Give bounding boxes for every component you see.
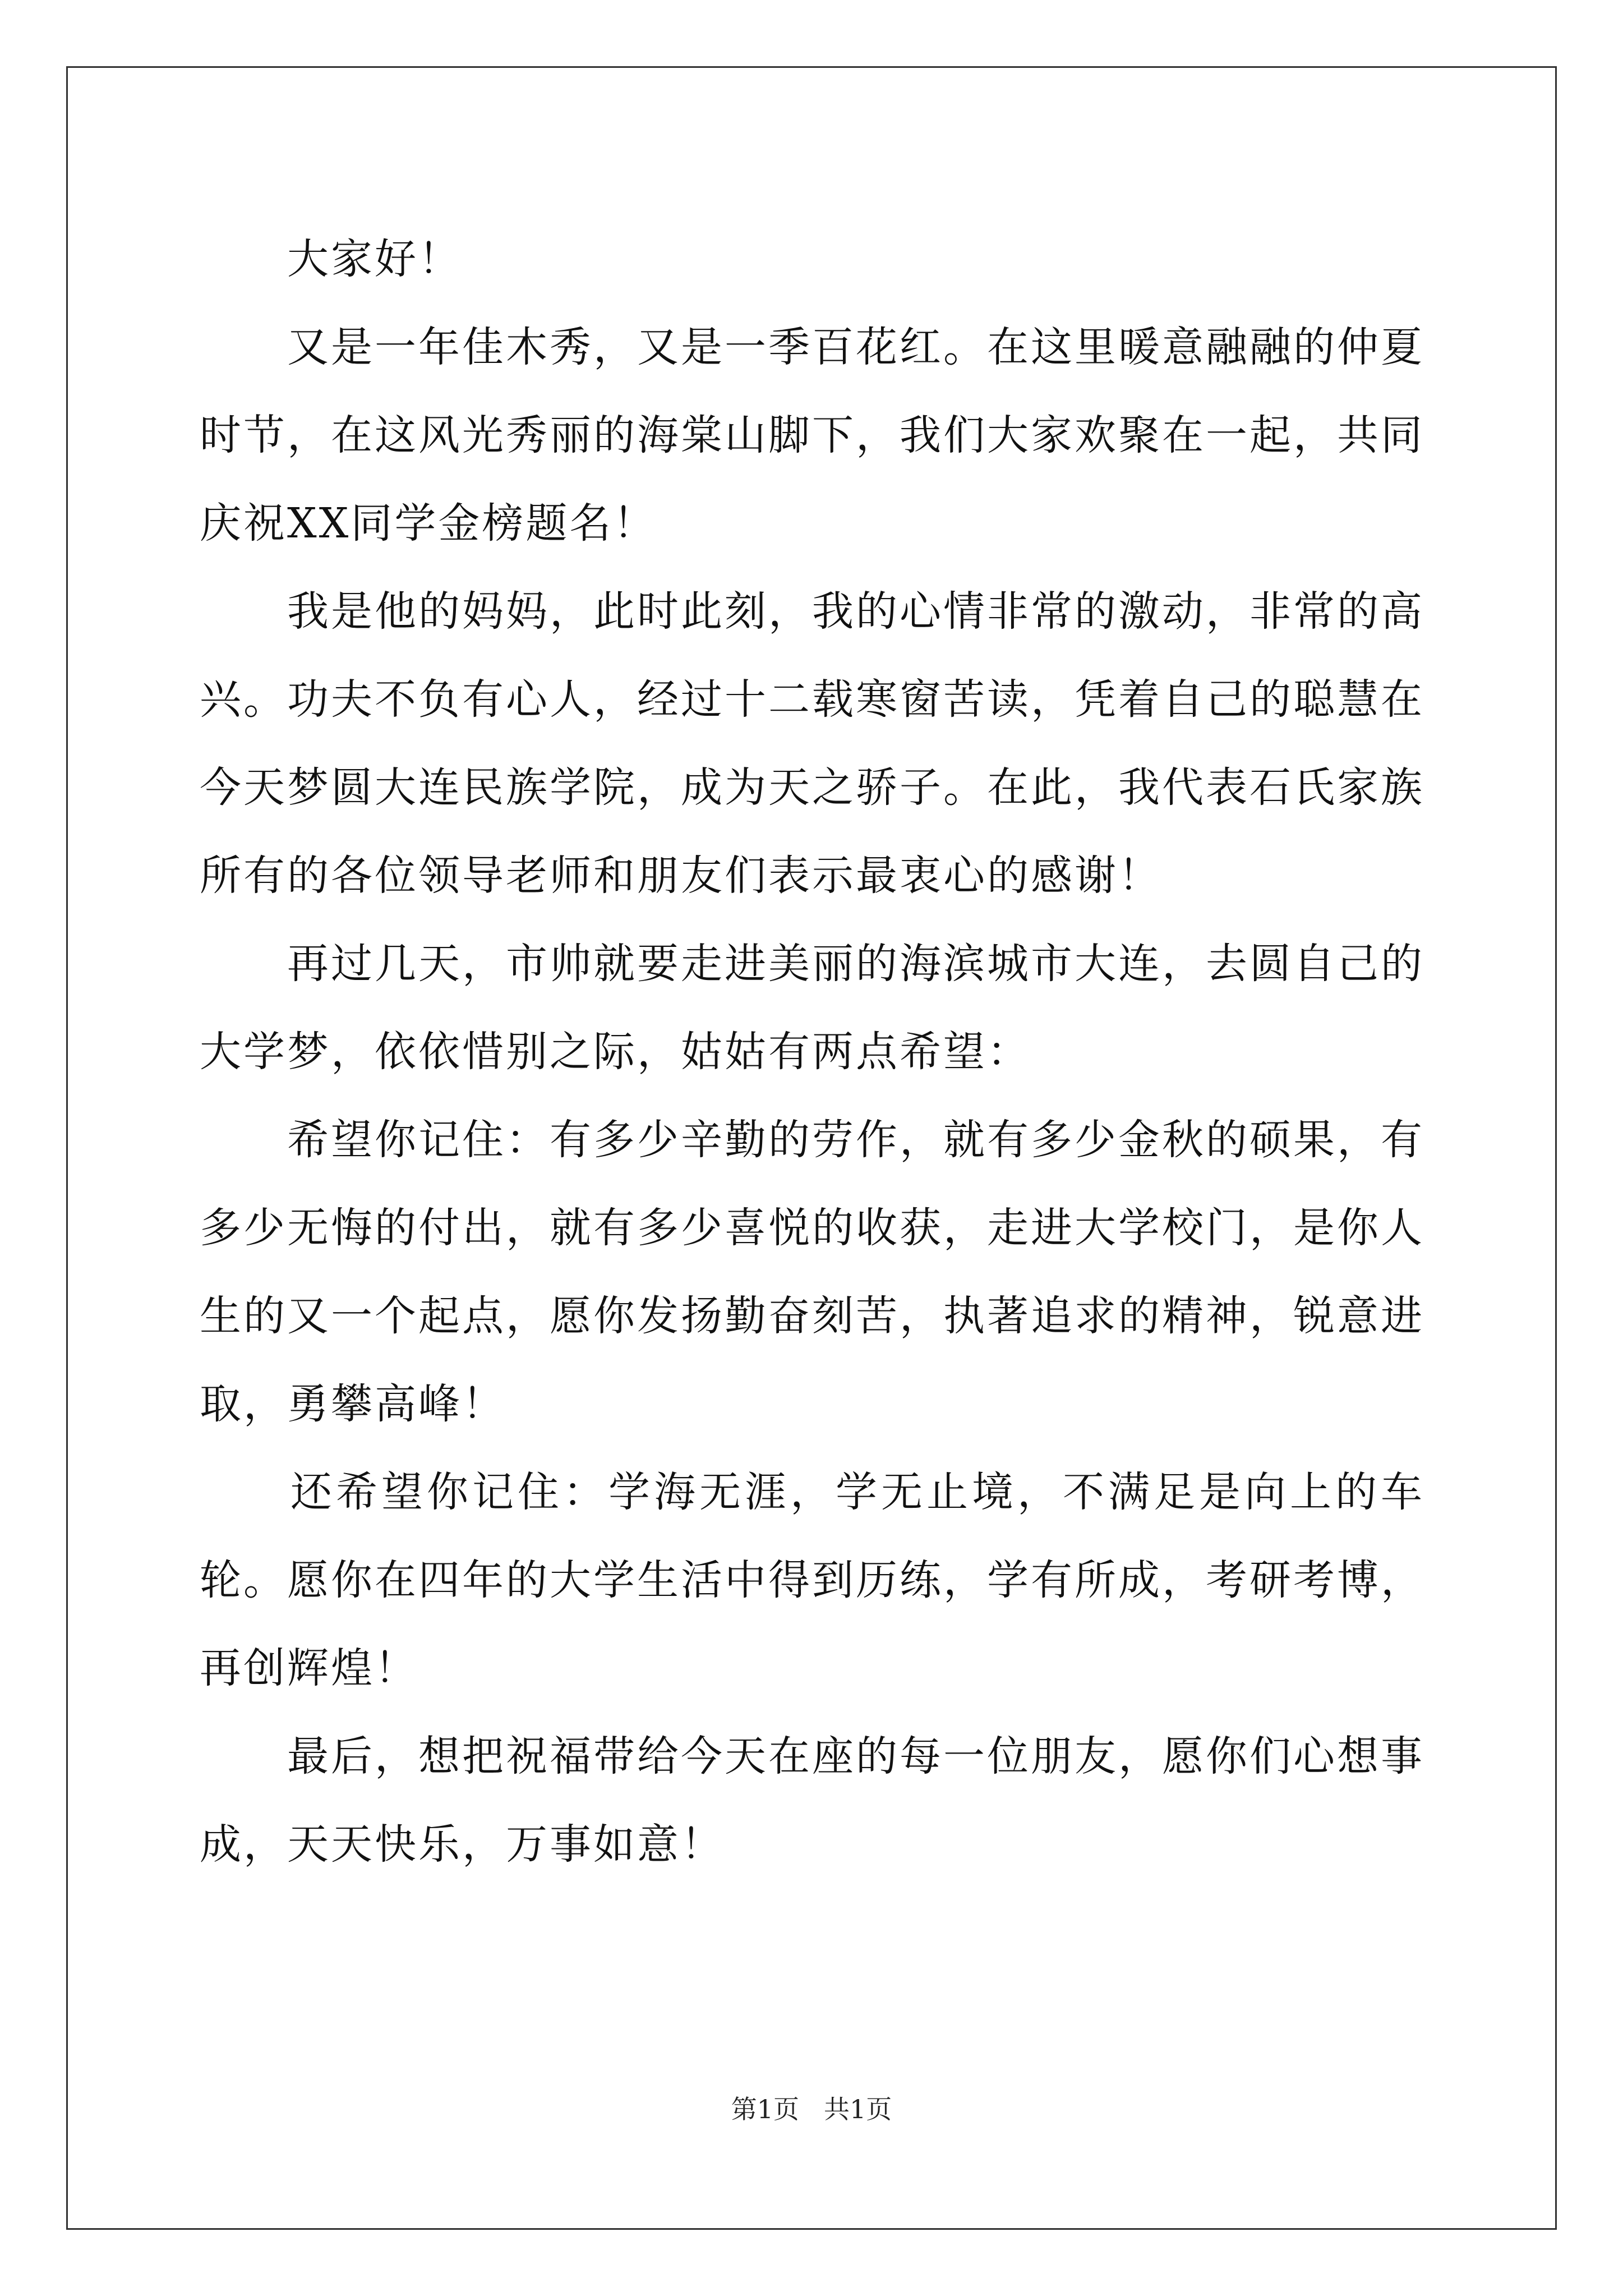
paragraph-closing: 最后，想把祝福带给今天在座的每一位朋友，愿你们心想事成，天天快乐，万事如意！ — [200, 1732, 1424, 1869]
paragraph-mother-thanks: 我是他的妈妈，此时此刻，我的心情非常的激动，非常的高兴。功夫不负有心人，经过十二载寒窗苦读，凭着自己的聪慧在今天梦圆大连民族学院，成为天之骄子。在此，我代表石氏家族所有的各位领导老师和朋友们表示最衷心的感谢！ — [200, 587, 1424, 900]
page-total: 共1页 — [823, 2094, 892, 2124]
paragraph-opening: 又是一年佳木秀，又是一季百花红。在这里暖意融融的仲夏时节，在这风光秀丽的海棠山脚下，我们大家欢聚在一起，共同庆祝XX同学金榜题名！ — [200, 323, 1424, 547]
paragraph-hope-two: 还希望你记住：学海无涯，学无止境，不满足是向上的车轮。愿你在四年的大学生活中得到历练，学有所成，考研考博，再创辉煌！ — [200, 1468, 1424, 1692]
footer-gap — [799, 2094, 824, 2124]
page-number: 第1页 — [731, 2094, 800, 2124]
paragraph-greeting: 大家好！ — [200, 235, 462, 283]
page-footer — [0, 2092, 1623, 2126]
document-body — [200, 215, 1424, 1889]
paragraph-two-hopes: 再过几天，市帅就要走进美丽的海滨城市大连，去圆自己的大学梦，依依惜别之际，姑姑有两点希望： — [200, 940, 1424, 1076]
paragraph-hope-one: 希望你记住：有多少辛勤的劳作，就有多少金秋的硕果，有多少无悔的付出，就有多少喜悦的收获，走进大学校门，是你人生的又一个起点，愿你发扬勤奋刻苦，执著追求的精神，锐意进取，勇攀高峰！ — [200, 1116, 1424, 1428]
